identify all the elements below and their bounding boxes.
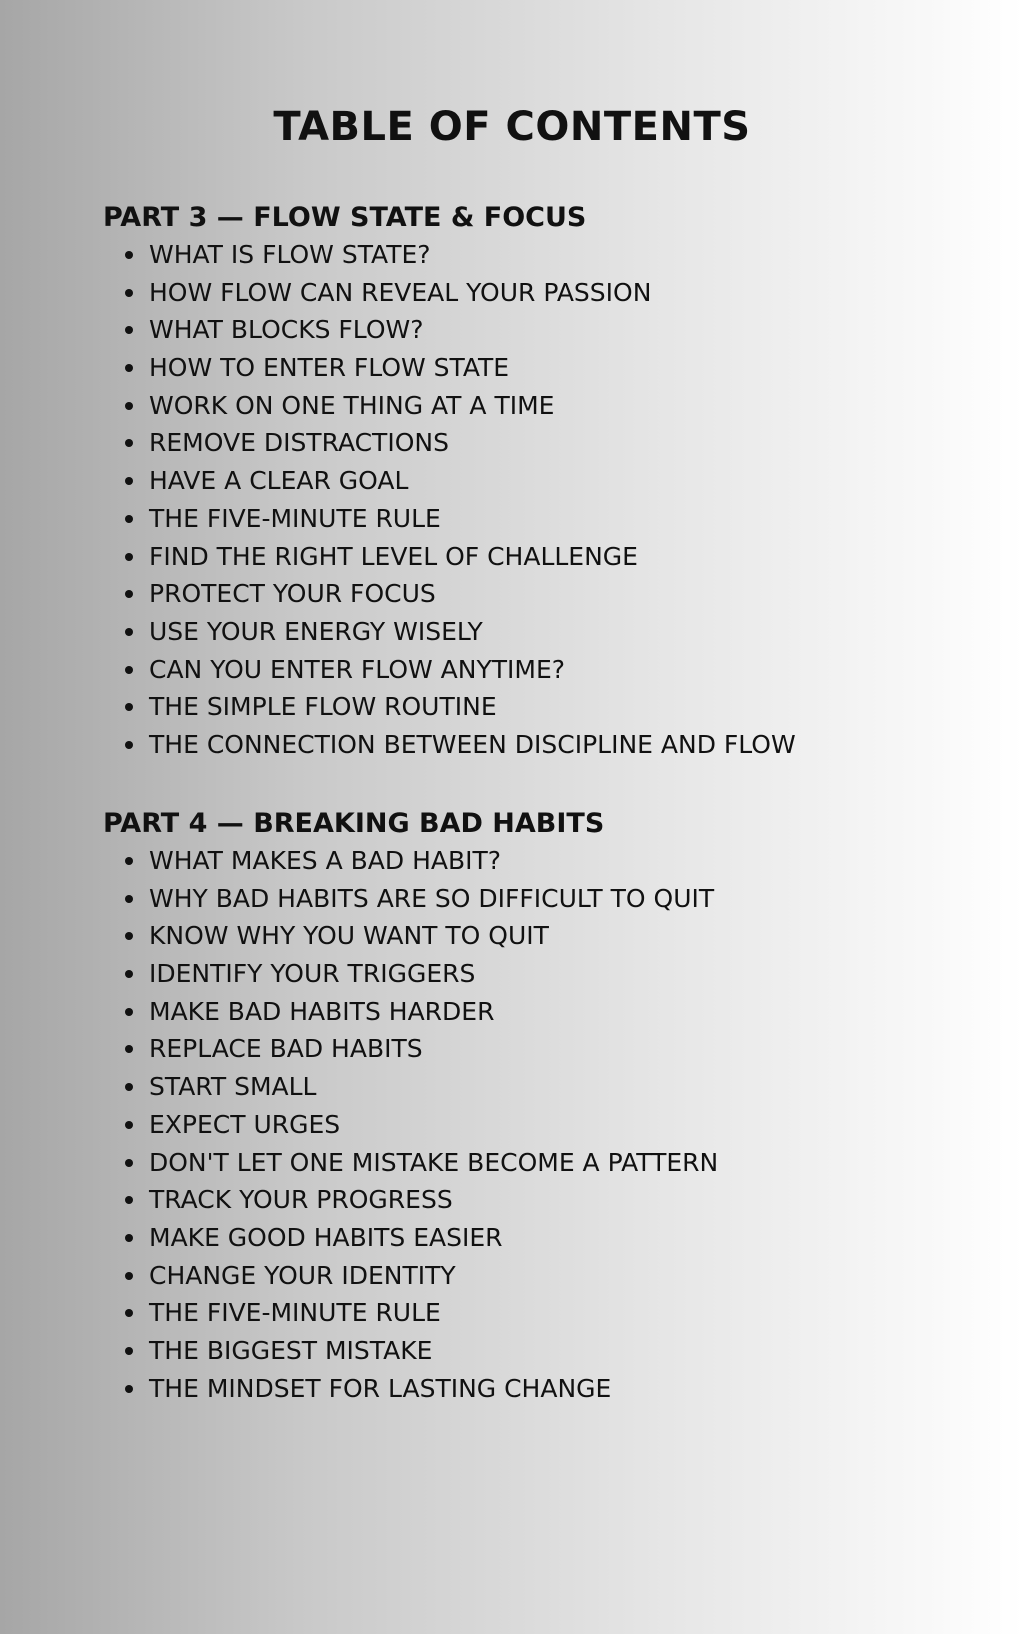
part-4-section: [103, 806, 983, 1407]
toc-item: HOW TO ENTER FLOW STATE: [103, 349, 983, 387]
toc-item: CAN YOU ENTER FLOW ANYTIME?: [103, 651, 983, 689]
toc-item: HOW FLOW CAN REVEAL YOUR PASSION: [103, 274, 983, 312]
toc-item: KNOW WHY YOU WANT TO QUIT: [103, 917, 983, 955]
toc-item: MAKE BAD HABITS HARDER: [103, 993, 983, 1031]
toc-item: EXPECT URGES: [103, 1106, 983, 1144]
toc-item: IDENTIFY YOUR TRIGGERS: [103, 955, 983, 993]
part-3-section: [103, 200, 983, 764]
toc-item: PROTECT YOUR FOCUS: [103, 575, 983, 613]
toc-item: THE CONNECTION BETWEEN DISCIPLINE AND FLOW: [103, 726, 983, 764]
toc-item: WHY BAD HABITS ARE SO DIFFICULT TO QUIT: [103, 880, 983, 918]
toc-item: HAVE A CLEAR GOAL: [103, 462, 983, 500]
part-4-heading: PART 4 — BREAKING BAD HABITS: [103, 808, 605, 839]
page-title: TABLE OF CONTENTS: [273, 104, 751, 150]
toc-item: WHAT IS FLOW STATE?: [103, 236, 983, 274]
toc-item: REMOVE DISTRACTIONS: [103, 424, 983, 462]
toc-item: CHANGE YOUR IDENTITY: [103, 1257, 983, 1295]
toc-item: WHAT BLOCKS FLOW?: [103, 311, 983, 349]
toc-item: THE BIGGEST MISTAKE: [103, 1332, 983, 1370]
toc-item: START SMALL: [103, 1068, 983, 1106]
toc-item: USE YOUR ENERGY WISELY: [103, 613, 983, 651]
toc-item: THE FIVE-MINUTE RULE: [103, 1294, 983, 1332]
part-4-item-list: [103, 842, 983, 1407]
part-3-item-list: [103, 236, 983, 764]
toc-item: REPLACE BAD HABITS: [103, 1030, 983, 1068]
toc-item: THE FIVE-MINUTE RULE: [103, 500, 983, 538]
toc-item: MAKE GOOD HABITS EASIER: [103, 1219, 983, 1257]
toc-item: WHAT MAKES A BAD HABIT?: [103, 842, 983, 880]
toc-item: THE MINDSET FOR LASTING CHANGE: [103, 1370, 983, 1408]
toc-item: TRACK YOUR PROGRESS: [103, 1181, 983, 1219]
toc-item: THE SIMPLE FLOW ROUTINE: [103, 688, 983, 726]
toc-item: DON'T LET ONE MISTAKE BECOME A PATTERN: [103, 1144, 983, 1182]
part-3-heading: PART 3 — FLOW STATE & FOCUS: [103, 202, 587, 233]
toc-item: WORK ON ONE THING AT A TIME: [103, 387, 983, 425]
toc-item: FIND THE RIGHT LEVEL OF CHALLENGE: [103, 538, 983, 576]
